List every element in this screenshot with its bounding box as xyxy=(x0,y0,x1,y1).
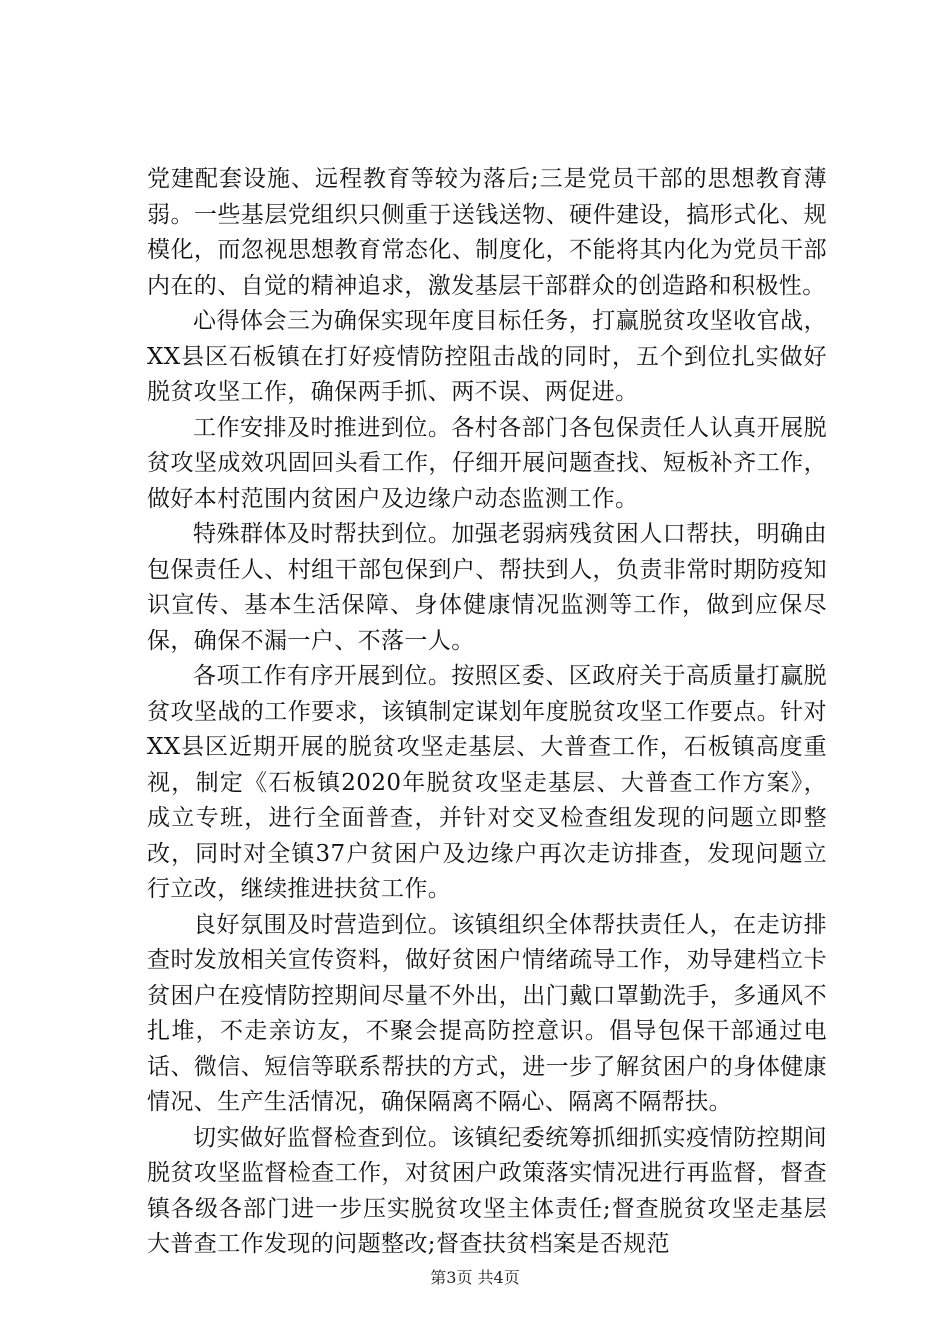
document-body xyxy=(147,162,827,1263)
page-footer xyxy=(0,1268,950,1288)
page-number-label: 第3页 共4页 xyxy=(430,1268,520,1287)
paragraph-6: 良好氛围及时营造到位。该镇组织全体帮扶责任人，在走访排查时发放相关宣传资料，做好贫困户情绪疏导工作，劝导建档立卡贫困户在疫情防控期间尽量不外出，出门戴口罩勤洗手，多通风不扎堆，不走亲访友，不聚会提高防控意识。倡导包保干部通过电话、微信、短信等联系帮扶的方式，进一步了解贫困户的身体健康情况、生产生活情况，确保隔离不隔心、隔离不隔帮扶。 xyxy=(147,911,827,1115)
paragraph-4: 特殊群体及时帮扶到位。加强老弱病残贫困人口帮扶，明确由包保责任人、村组干部包保到户、帮扶到人，负责非常时期防疫知识宣传、基本生活保障、身体健康情况监测等工作，做到应保尽保，确保不漏一户、不落一人。 xyxy=(147,521,827,654)
paragraph-7: 切实做好监督检查到位。该镇纪委统筹抓细抓实疫情防控期间脱贫攻坚监督检查工作，对贫困户政策落实情况进行再监督，督查镇各级各部门进一步压实脱贫攻坚主体责任;督查脱贫攻坚走基层大普查工作发现的问题整改;督查扶贫档案是否规范 xyxy=(147,1124,827,1257)
paragraph-2: 心得体会三为确保实现年度目标任务，打赢脱贫攻坚收官战，XX县区石板镇在打好疫情防控阻击战的同时，五个到位扎实做好脱贫攻坚工作，确保两手抓、两不误、两促进。 xyxy=(147,308,827,405)
paragraph-1: 党建配套设施、远程教育等较为落后;三是党员干部的思想教育薄弱。一些基层党组织只侧重于送钱送物、硬件建设，搞形式化、规模化，而忽视思想教育常态化、制度化，不能将其内化为党员干部内在的、自觉的精神追求，激发基层干部群众的创造路和积极性。 xyxy=(147,166,827,299)
paragraph-5: 各项工作有序开展到位。按照区委、区政府关于高质量打赢脱贫攻坚战的工作要求，该镇制定谋划年度脱贫攻坚工作要点。针对XX县区近期开展的脱贫攻坚走基层、大普查工作，石板镇高度重视，制定《石板镇2020年脱贫攻坚走基层、大普查工作方案》，成立专班，进行全面普查，并针对交叉检查组发现的问题立即整改，同时对全镇37户贫困户及边缘户再次走访排查，发现问题立行立改，继续推进扶贫工作。 xyxy=(147,663,827,902)
paragraph-3: 工作安排及时推进到位。各村各部门各包保责任人认真开展脱贫攻坚成效巩固回头看工作，仔细开展问题查找、短板补齐工作，做好本村范围内贫困户及边缘户动态监测工作。 xyxy=(147,414,827,512)
